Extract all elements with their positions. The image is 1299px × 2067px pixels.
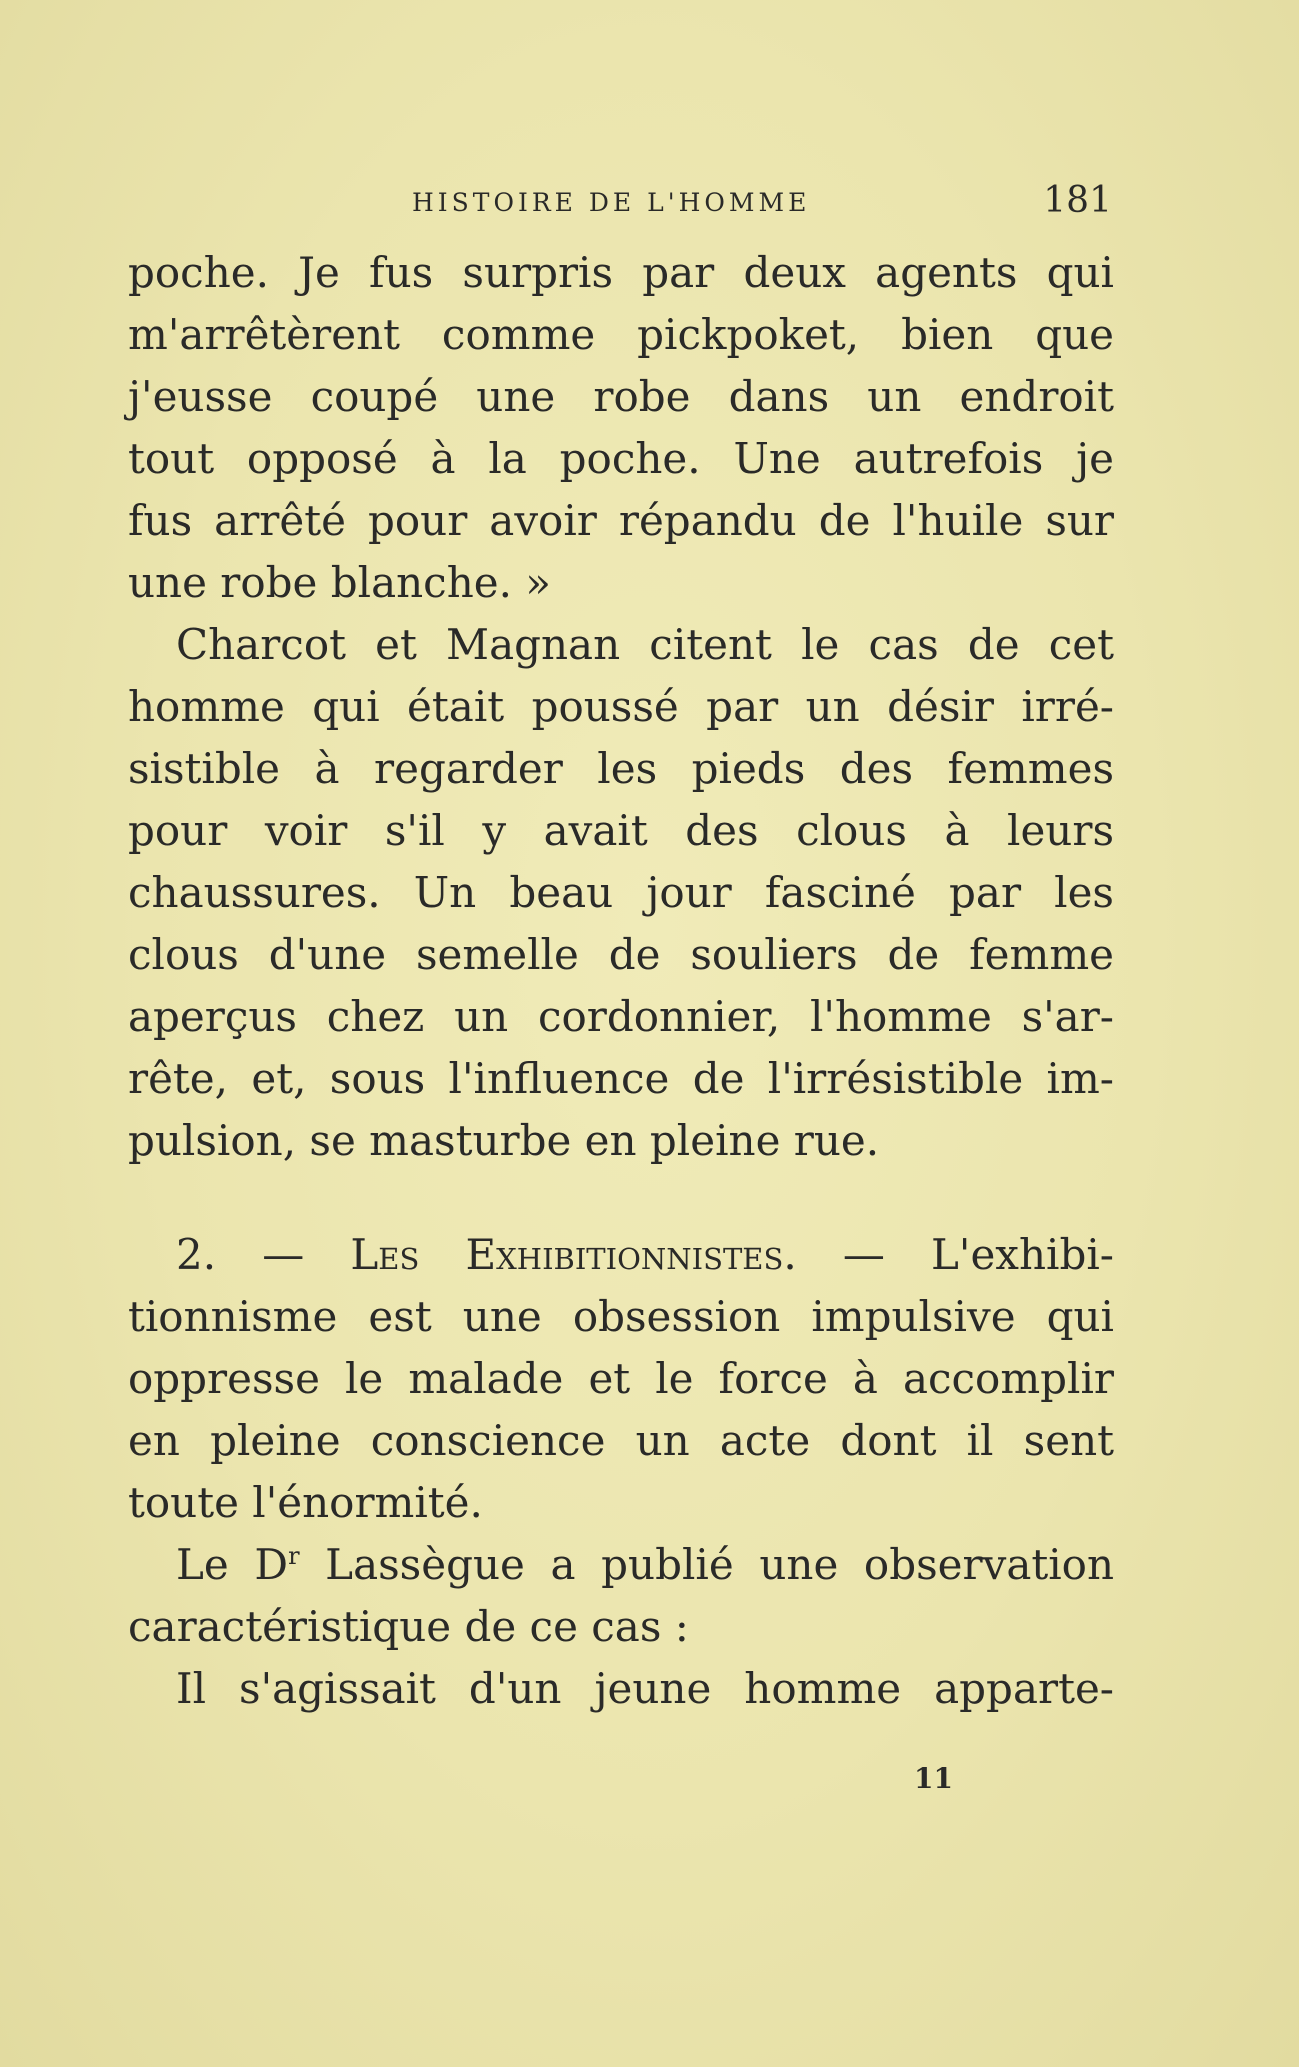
section-first-words: L'exhibi- <box>931 1230 1114 1279</box>
text-line: m'arrêtèrent comme pickpoket, bien que <box>128 310 1114 359</box>
doctor-superscript: r <box>288 1542 300 1570</box>
text-line: en pleine conscience un acte dont il sent <box>128 1416 1114 1465</box>
text-line: homme qui était poussé par un désir irré- <box>128 682 1114 731</box>
text-line: une robe blanche. » <box>128 558 551 607</box>
text-line: toute l'énormité. <box>128 1478 483 1527</box>
text-line: poche. Je fus surpris par deux agents qui <box>128 248 1114 297</box>
text-line: pulsion, se masturbe en pleine rue. <box>128 1116 880 1165</box>
running-head <box>132 180 1112 224</box>
text-line: j'eusse coupé une robe dans un endroit <box>128 372 1114 421</box>
text-line <box>128 1534 1114 1596</box>
text-line: oppresse le malade et le force à accomplir <box>128 1354 1114 1403</box>
text-line: tout opposé à la poche. Une autrefois je <box>128 434 1114 483</box>
section-gap <box>128 1172 1114 1224</box>
text-line: Charcot et Magnan citent le cas de cet <box>176 620 1114 669</box>
page-number: 181 <box>1043 180 1112 221</box>
text-line: fus arrêté pour avoir répandu de l'huile sur <box>128 496 1114 545</box>
text-line: tionnisme est une obsession impulsive qui <box>128 1292 1114 1341</box>
doctor-prefix: Le D <box>176 1540 289 1589</box>
section-heading-line <box>128 1224 1114 1286</box>
body-text <box>128 242 1114 1720</box>
text-line: chaussures. Un beau jour fasciné par les <box>128 868 1114 917</box>
text-line: aperçus chez un cordonnier, l'homme s'ar- <box>128 992 1114 1041</box>
section-heading: Les Exhibitionnistes. <box>350 1230 797 1279</box>
section-number: 2. — <box>176 1230 351 1279</box>
signature-mark: 11 <box>914 1762 953 1795</box>
running-title: HISTOIRE DE L'HOMME <box>412 188 811 217</box>
text-line: caractéristique de ce cas : <box>128 1602 689 1651</box>
text-line: rête, et, sous l'influence de l'irrésistible im- <box>128 1054 1114 1103</box>
text-line: pour voir s'il y avait des clous à leurs <box>128 806 1114 855</box>
text-line: clous d'une semelle de souliers de femme <box>128 930 1114 979</box>
text-line: sistible à regarder les pieds des femmes <box>128 744 1114 793</box>
text-line: Il s'agissait d'un jeune homme apparte- <box>176 1664 1114 1713</box>
section-dash: — <box>796 1230 932 1279</box>
doctor-rest: Lassègue a publié une observation <box>299 1540 1114 1589</box>
